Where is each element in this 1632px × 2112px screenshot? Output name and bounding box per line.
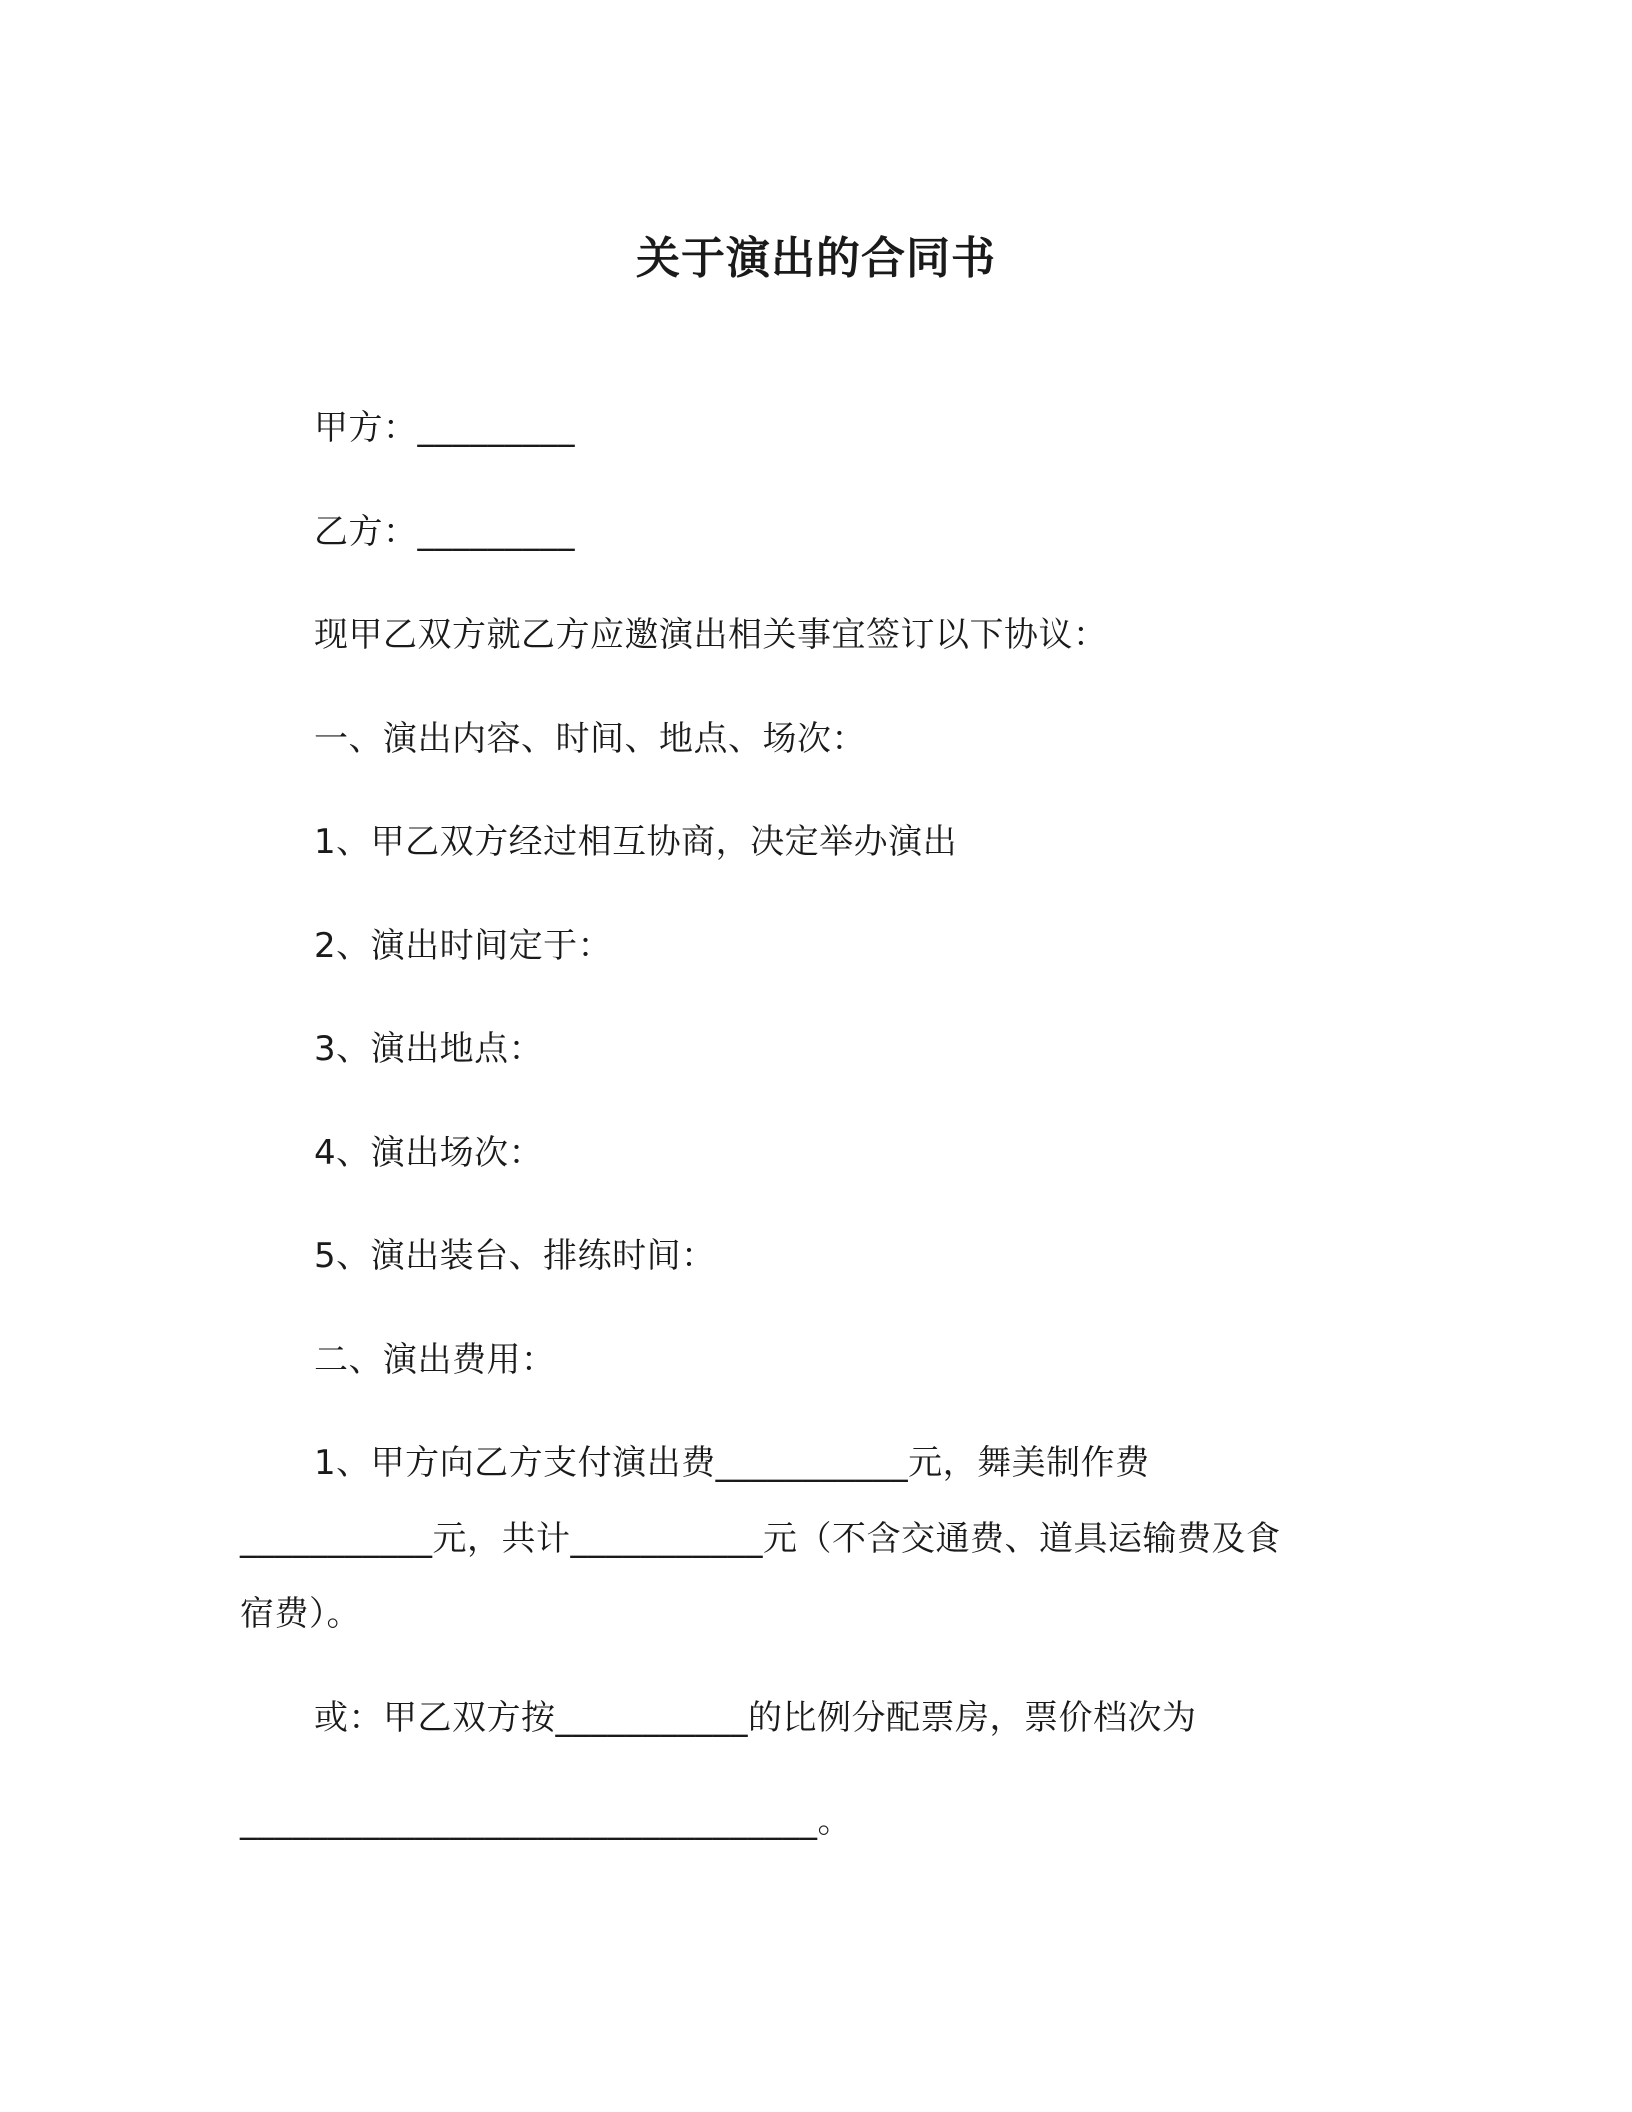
section-1-heading: 一、演出内容、时间、地点、场次： bbox=[314, 719, 866, 759]
clause-2-1-line-3: 宿费）。 bbox=[240, 1594, 361, 1634]
party-b-line: 乙方：_________ bbox=[314, 512, 575, 552]
clause-1-3: 3、演出地点： bbox=[314, 1029, 544, 1069]
clause-2-1-line-2: ___________元，共计___________元（不含交通费、道具运输费及食 bbox=[240, 1519, 1281, 1559]
clause-1-2: 2、演出时间定于： bbox=[314, 926, 613, 966]
document-title: 关于演出的合同书 bbox=[636, 233, 996, 284]
clause-1-1: 1、甲乙双方经过相互协商，决定举办演出 bbox=[314, 822, 958, 862]
party-a-line: 甲方：_________ bbox=[314, 408, 575, 448]
section-2-heading: 二、演出费用： bbox=[314, 1340, 556, 1380]
clause-1-5: 5、演出装台、排练时间： bbox=[314, 1236, 716, 1276]
clause-1-4: 4、演出场次： bbox=[314, 1133, 544, 1173]
clause-2-1-line-1: 1、甲方向乙方支付演出费___________元，舞美制作费 bbox=[314, 1443, 1150, 1483]
preamble-line: 现甲乙双方就乙方应邀演出相关事宜签订以下协议： bbox=[314, 615, 1108, 655]
alternative-line-2: _________________________________。 bbox=[240, 1801, 852, 1841]
alternative-line-1: 或：甲乙双方按___________的比例分配票房，票价档次为 bbox=[314, 1698, 1197, 1738]
